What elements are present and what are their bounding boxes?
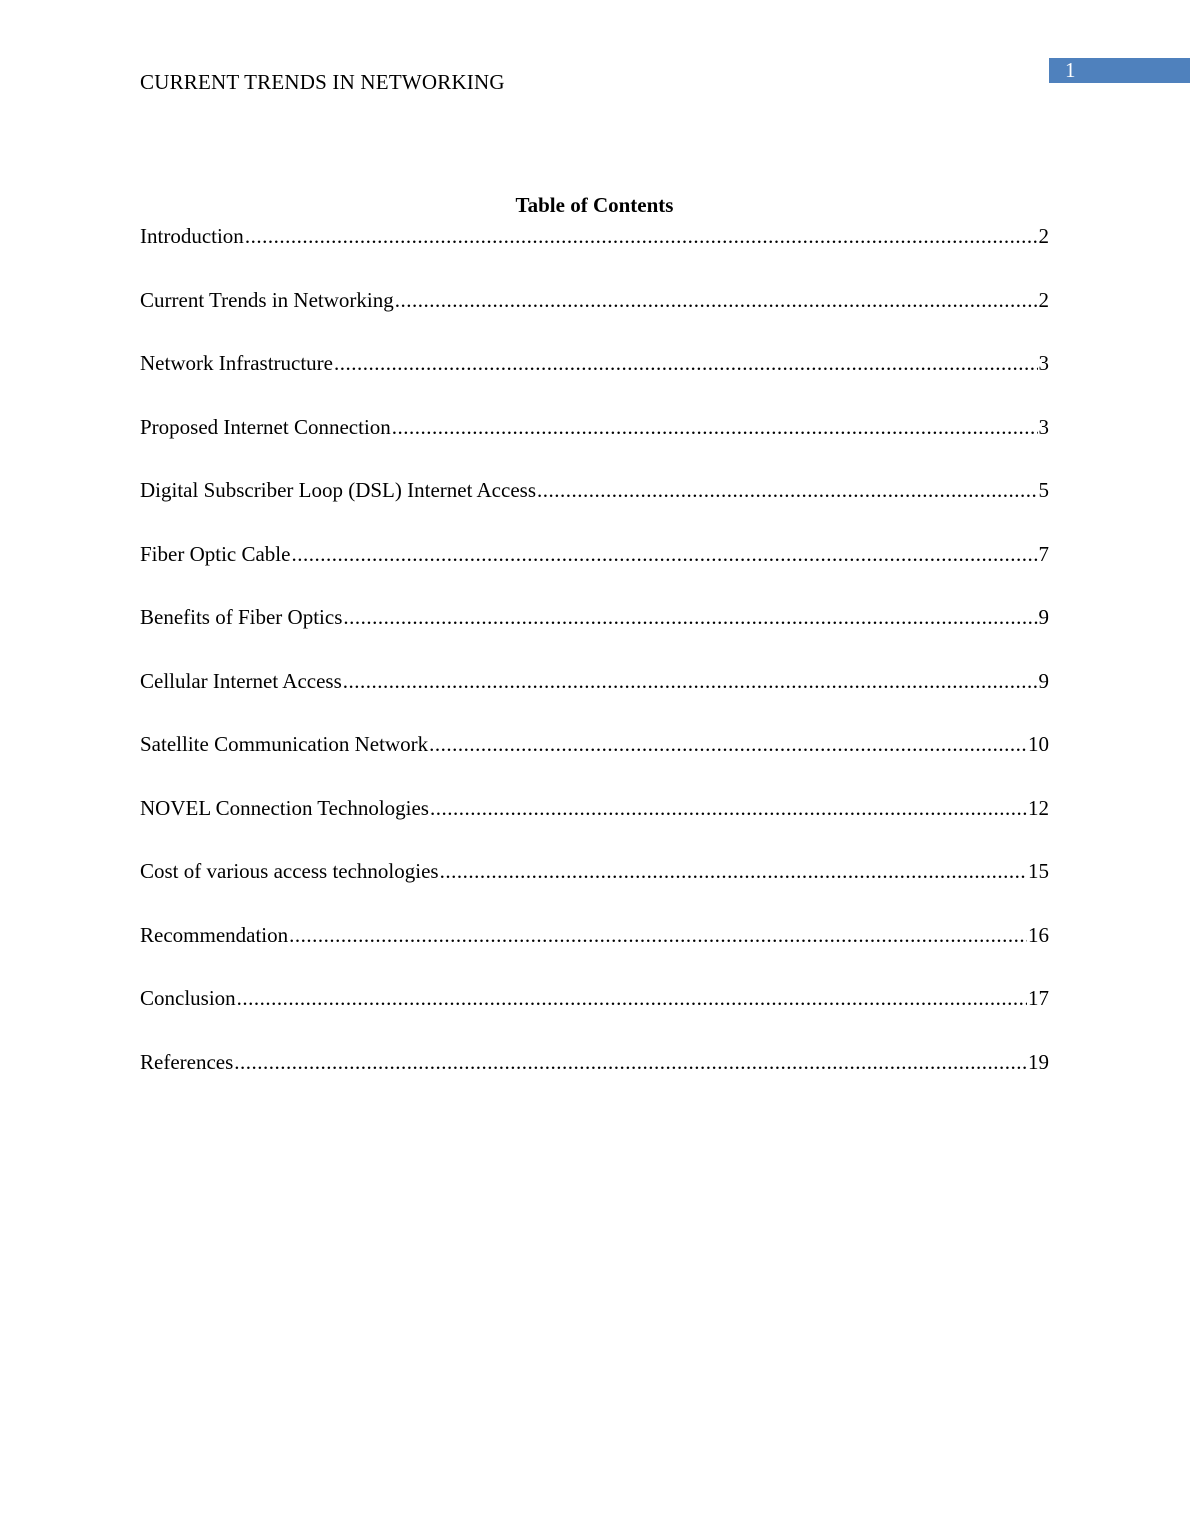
- toc-entry-page: 2: [1038, 224, 1049, 248]
- toc-entry-label: Introduction: [140, 224, 244, 248]
- toc-dot-leader: [334, 348, 1038, 378]
- toc-dot-leader: [392, 412, 1038, 442]
- toc-dot-leader: [430, 793, 1027, 823]
- toc-entry-page: 5: [1038, 478, 1049, 502]
- toc-entry-satellite-communication-network[interactable]: [140, 729, 1049, 793]
- toc-entry-label: Recommendation: [140, 922, 289, 947]
- toc-entry-page: 7: [1038, 541, 1049, 566]
- toc-entry-label: Current Trends in Networking: [140, 287, 394, 312]
- toc-entry-novel-connection-technologies[interactable]: [140, 793, 1049, 857]
- toc-entry-current-trends[interactable]: [140, 285, 1049, 349]
- toc-entry-cost-of-access-technologies[interactable]: [140, 856, 1049, 920]
- toc-entry-page: 16: [1028, 922, 1049, 947]
- toc-entry-introduction[interactable]: [140, 221, 1049, 285]
- toc-entry-label: Digital Subscriber Loop (DSL) Internet Access: [140, 478, 536, 502]
- toc-dot-leader: [395, 285, 1038, 315]
- toc-entry-recommendation[interactable]: [140, 920, 1049, 984]
- toc-entry-page: 9: [1038, 605, 1049, 629]
- page-number-badge: [1049, 58, 1190, 83]
- toc-entry-label: NOVEL Connection Technologies: [140, 795, 429, 820]
- toc-dot-leader: [440, 856, 1027, 886]
- running-head: CURRENT TRENDS IN NETWORKING: [140, 70, 505, 94]
- toc-entry-network-infrastructure[interactable]: [140, 348, 1049, 412]
- toc-entry-cellular-internet-access[interactable]: [140, 666, 1049, 730]
- toc-entry-label: Satellite Communication Network: [140, 732, 429, 756]
- toc-title: Table of Contents: [515, 193, 674, 217]
- toc-entry-page: 3: [1038, 351, 1049, 375]
- toc-dot-leader: [245, 221, 1038, 251]
- toc-entry-page: 2: [1038, 287, 1049, 312]
- toc-entry-label: Conclusion: [140, 986, 236, 1010]
- toc-dot-leader: [429, 729, 1027, 759]
- toc-entry-fiber-optic-cable[interactable]: [140, 539, 1049, 603]
- toc-dot-leader: [291, 539, 1037, 569]
- toc-entry-page: 12: [1028, 795, 1049, 820]
- toc-entry-conclusion[interactable]: [140, 983, 1049, 1047]
- toc-entry-label: Fiber Optic Cable: [140, 541, 291, 566]
- toc-list: [140, 221, 1049, 1110]
- toc-entry-proposed-internet-connection[interactable]: [140, 412, 1049, 476]
- toc-entry-dsl-internet-access[interactable]: [140, 475, 1049, 539]
- toc-entry-benefits-of-fiber-optics[interactable]: [140, 602, 1049, 666]
- toc-entry-label: Network Infrastructure: [140, 351, 333, 375]
- toc-dot-leader: [343, 602, 1037, 632]
- toc-entry-page: 17: [1028, 986, 1049, 1010]
- toc-entry-page: 10: [1028, 732, 1049, 756]
- toc-entry-page: 9: [1038, 668, 1049, 693]
- page-number: 1: [1065, 58, 1076, 82]
- toc-dot-leader: [237, 983, 1027, 1013]
- toc-entry-label: Cellular Internet Access: [140, 668, 342, 693]
- toc-entry-references[interactable]: [140, 1047, 1049, 1111]
- toc-entry-label: Cost of various access technologies: [140, 859, 439, 883]
- toc-dot-leader: [343, 666, 1038, 696]
- toc-entry-page: 19: [1028, 1049, 1049, 1074]
- toc-entry-label: Benefits of Fiber Optics: [140, 605, 343, 629]
- toc-dot-leader: [234, 1047, 1027, 1077]
- toc-entry-label: References: [140, 1049, 234, 1074]
- toc-dot-leader: [537, 475, 1038, 505]
- toc-entry-page: 15: [1028, 859, 1049, 883]
- toc-entry-page: 3: [1038, 414, 1049, 439]
- toc-entry-label: Proposed Internet Connection: [140, 414, 391, 439]
- toc-dot-leader: [289, 920, 1027, 950]
